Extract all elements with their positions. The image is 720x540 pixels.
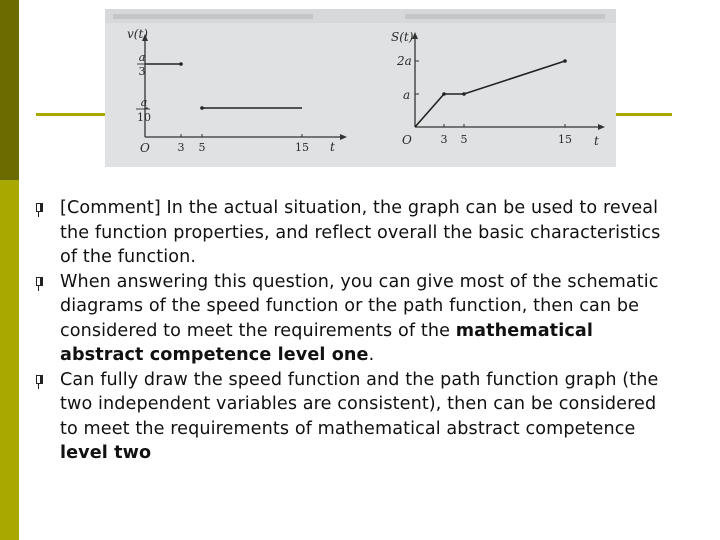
graphs-photo — [105, 9, 616, 167]
bullet-item-level-two — [36, 368, 676, 466]
bullet-bold-text: level two — [60, 443, 152, 463]
velocity-origin: O — [140, 141, 150, 155]
distance-graph — [391, 30, 605, 148]
bullet-marker-icon — [36, 375, 43, 384]
velocity-x-tick-3: 3 — [177, 141, 185, 154]
distance-origin: O — [402, 133, 412, 147]
distance-y-tick-2a: 2a — [397, 54, 412, 68]
velocity-upper-tick-num: a — [138, 51, 146, 64]
bullet-text: Can fully draw the speed function and the path function graph (the two independent variables are consistent), then can be considered to meet the requirements of mathematical abstract competence — [60, 369, 659, 439]
title-rule-right — [613, 113, 672, 116]
distance-x-tick-3: 3 — [440, 133, 448, 146]
bullet-text: When answering this question, you can give most of the schematic diagrams of the speed function or the path function, then can be considered to meet the requirements of the — [60, 271, 659, 341]
bullet-marker-icon — [36, 277, 43, 286]
bullet-marker-icon — [36, 203, 43, 212]
distance-x-tick-15: 15 — [558, 133, 572, 146]
velocity-lower-tick-num: a — [140, 96, 148, 109]
distance-x-tick-5: 5 — [460, 133, 468, 146]
distance-y-label: S(t) — [391, 30, 414, 44]
bullet-text: [Comment] In the actual situation, the graph can be used to reveal the function properties, and reflect overall the basic characteristics of the function. — [60, 198, 661, 267]
bullet-item-comment — [36, 196, 676, 270]
velocity-lower-tick-den: 10 — [137, 111, 151, 124]
bullet-trailing-text: . — [368, 345, 375, 365]
velocity-x-tick-15: 15 — [295, 141, 309, 154]
distance-y-tick-a: a — [403, 88, 411, 102]
distance-x-label: t — [594, 134, 599, 148]
title-rule-left — [36, 113, 106, 116]
sidebar-band-light — [0, 180, 19, 540]
bullet-list — [36, 196, 676, 466]
sidebar-band-dark — [0, 0, 19, 180]
velocity-upper-tick-den: 3 — [138, 65, 146, 78]
bullet-bold-text: mathematical abstract competence level one — [60, 320, 593, 365]
bullet-item-level-one — [36, 270, 676, 368]
velocity-graph — [127, 27, 347, 155]
velocity-y-label: v(t) — [127, 27, 148, 41]
velocity-x-tick-5: 5 — [198, 141, 206, 154]
velocity-x-label: t — [330, 140, 335, 154]
